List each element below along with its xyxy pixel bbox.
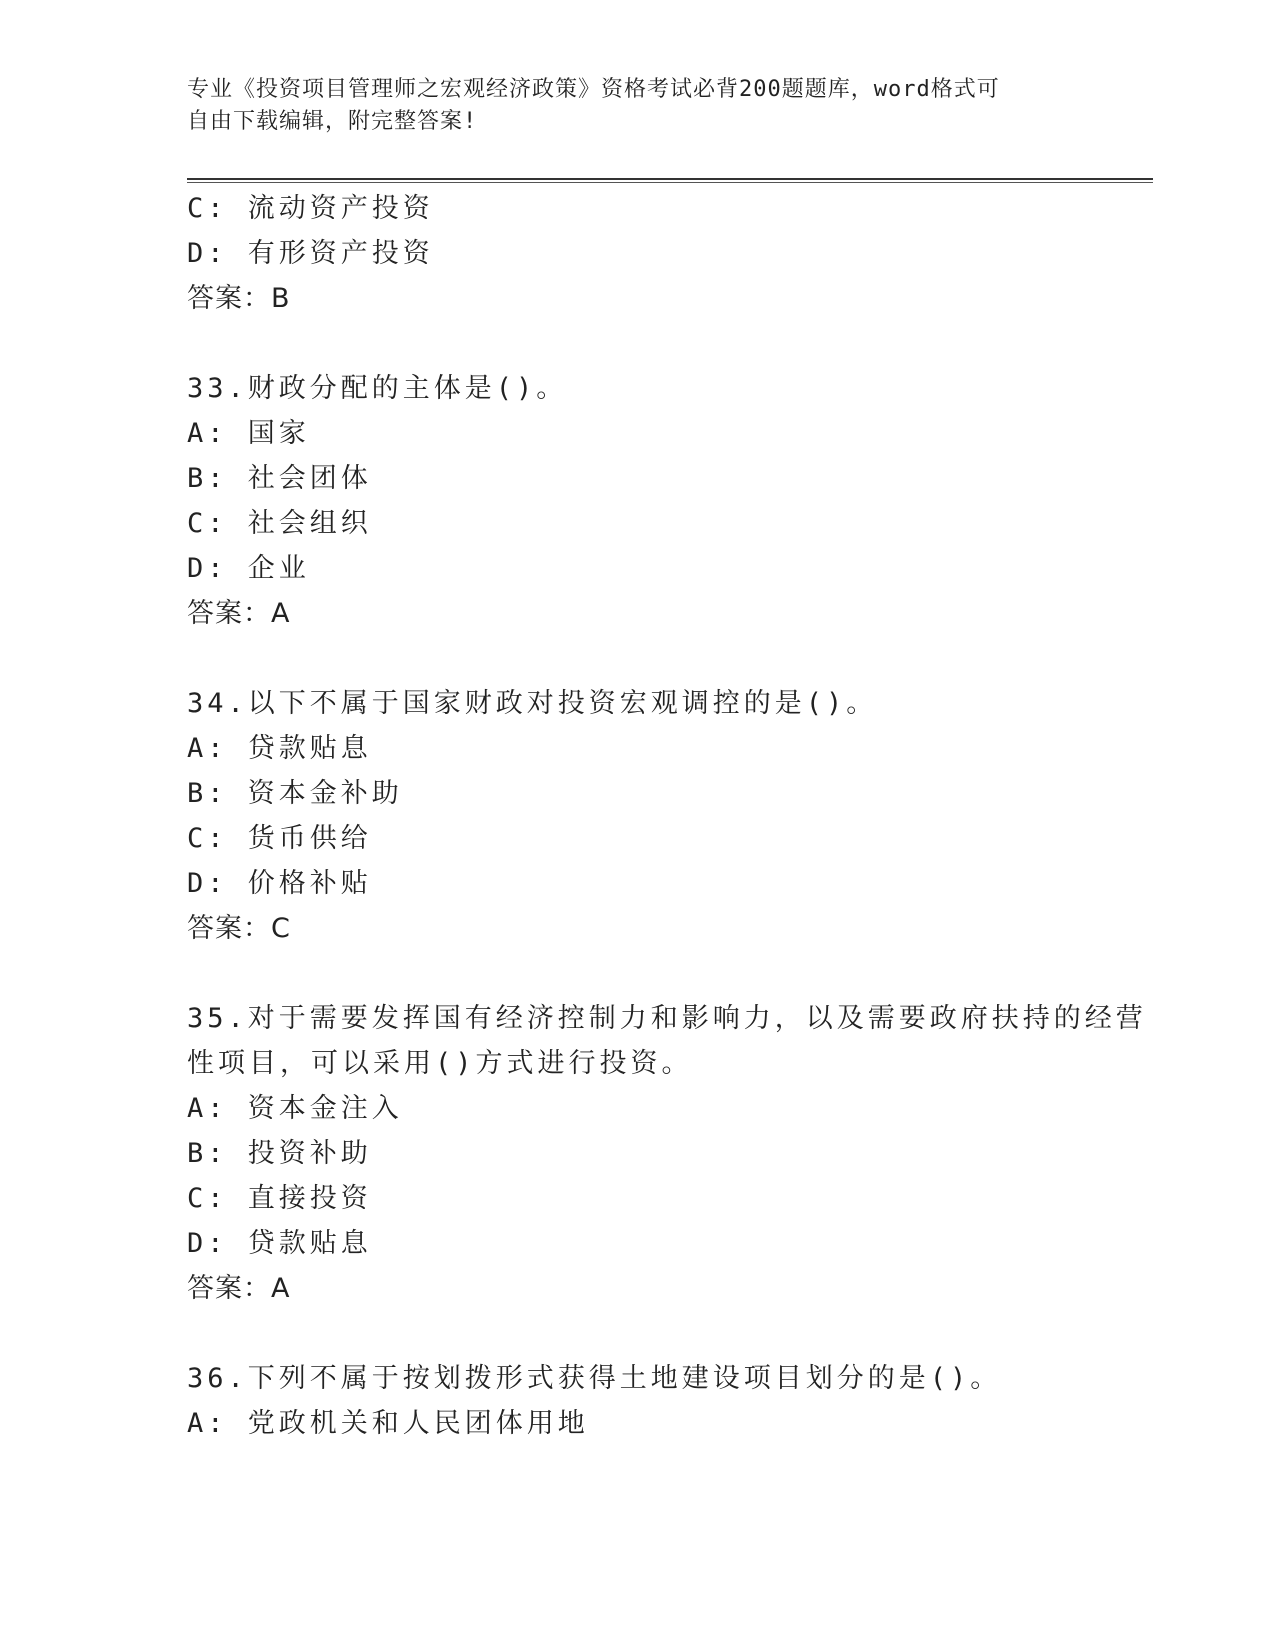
document-header bbox=[187, 74, 1077, 138]
q35-question-line-2: 性项目，可以采用()方式进行投资。 bbox=[187, 1048, 693, 1079]
header-divider-thin bbox=[187, 182, 1153, 183]
header-divider-thick bbox=[187, 178, 1153, 180]
q33-answer: 答案：A bbox=[187, 598, 291, 629]
prev-answer: 答案：B bbox=[187, 283, 291, 314]
q34-option-d: D: 价格补贴 bbox=[187, 868, 372, 899]
prev-option-c: C: 流动资产投资 bbox=[187, 193, 434, 224]
prev-option-d: D: 有形资产投资 bbox=[187, 238, 434, 269]
q33-option-a: A: 国家 bbox=[187, 418, 310, 449]
q35-answer: 答案：A bbox=[187, 1273, 291, 1304]
q33-question: 33.财政分配的主体是()。 bbox=[187, 373, 568, 404]
q33-option-d: D: 企业 bbox=[187, 553, 310, 584]
header-line-2: 自由下载编辑，附完整答案! bbox=[187, 109, 478, 134]
q36-question: 36.下列不属于按划拨形式获得土地建设项目划分的是()。 bbox=[187, 1363, 1002, 1394]
q35-option-b: B: 投资补助 bbox=[187, 1138, 372, 1169]
q34-question: 34.以下不属于国家财政对投资宏观调控的是()。 bbox=[187, 688, 878, 719]
q35-question-line-1: 35.对于需要发挥国有经济控制力和影响力，以及需要政府扶持的经营 bbox=[187, 1003, 1147, 1034]
q34-option-b: B: 资本金补助 bbox=[187, 778, 403, 809]
q34-option-a: A: 贷款贴息 bbox=[187, 733, 372, 764]
q33-option-b: B: 社会团体 bbox=[187, 463, 372, 494]
q36-option-a: A: 党政机关和人民团体用地 bbox=[187, 1408, 589, 1439]
q34-option-c: C: 货币供给 bbox=[187, 823, 372, 854]
header-line-1: 专业《投资项目管理师之宏观经济政策》资格考试必背200题题库，word格式可 bbox=[187, 77, 1000, 102]
q35-option-a: A: 资本金注入 bbox=[187, 1093, 403, 1124]
q35-option-d: D: 贷款贴息 bbox=[187, 1228, 372, 1259]
q34-answer: 答案：C bbox=[187, 913, 291, 944]
q33-option-c: C: 社会组织 bbox=[187, 508, 372, 539]
q35-option-c: C: 直接投资 bbox=[187, 1183, 372, 1214]
